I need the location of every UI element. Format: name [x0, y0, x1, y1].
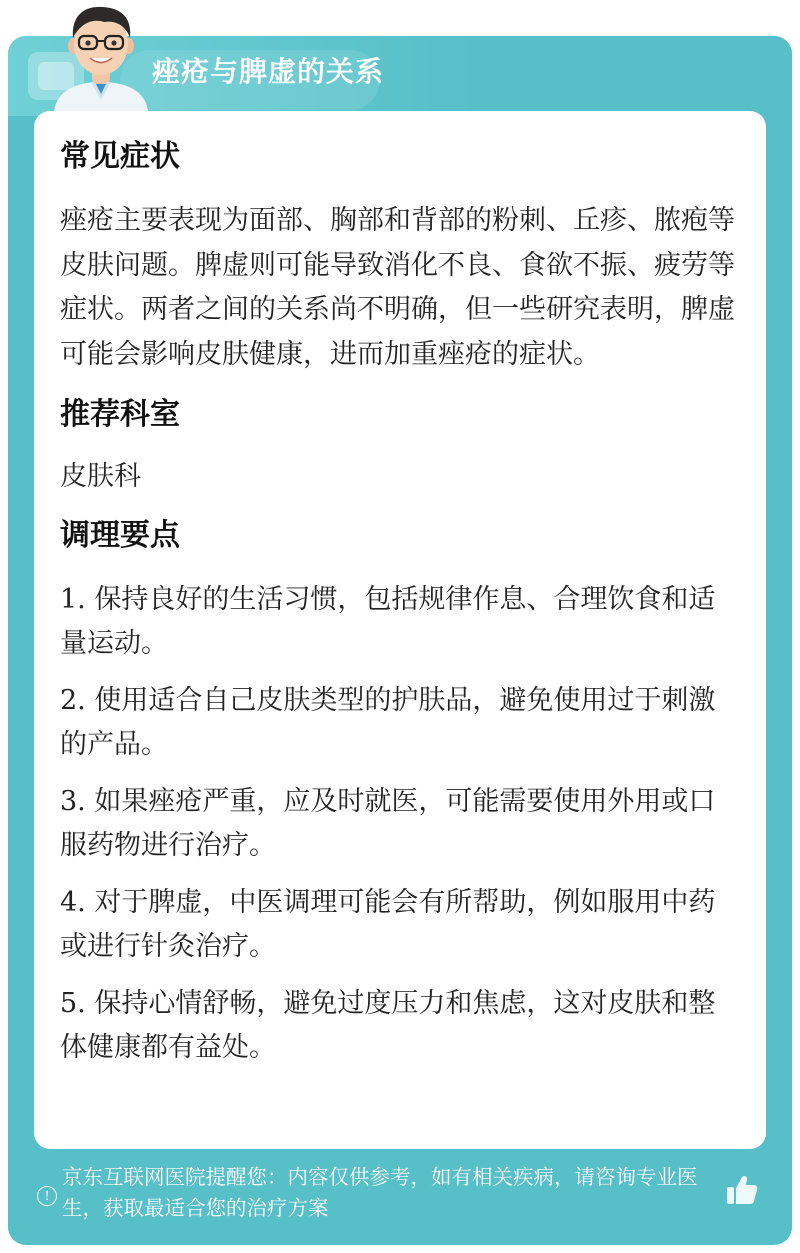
department-text: 皮肤科: [60, 461, 141, 492]
page-title: 痤疮与脾虚的关系: [152, 55, 385, 88]
list-item: [60, 881, 740, 970]
tip-number: 1.: [60, 583, 86, 615]
tip-text: 保持心情舒畅，避免过度压力和焦虑，这对皮肤和整体健康都有益处。: [60, 987, 716, 1063]
tip-text: 使用适合自己皮肤类型的护肤品，避免使用过于刺激的产品。: [60, 684, 716, 760]
section-heading-symptoms: 常见症状: [60, 139, 180, 174]
section-heading-department: 推荐科室: [60, 397, 180, 432]
doctor-avatar: [46, 0, 156, 112]
list-item: [60, 982, 740, 1071]
symptoms-text: 痤疮主要表现为面部、胸部和背部的粉刺、丘疹、脓疱等皮肤问题。脾虚则可能导致消化不良、食欲不振、疲劳等症状。两者之间的关系尚不明确，但一些研究表明，脾虚可能会影响皮肤健康，进而加重痤疮的症状。: [60, 205, 735, 370]
article-card: [34, 111, 766, 1149]
article-content: [60, 135, 740, 1087]
tip-text: 如果痤疮严重，应及时就医，可能需要使用外用或口服药物进行治疗。: [60, 785, 716, 861]
tip-text: 对于脾虚，中医调理可能会有所帮助，例如服用中药或进行针灸治疗。: [60, 886, 716, 962]
tip-text: 保持良好的生活习惯，包括规律作息、合理饮食和适量运动。: [60, 583, 716, 659]
list-item: [60, 578, 740, 667]
section-heading-care: 调理要点: [60, 517, 180, 553]
care-tips-list: [60, 578, 740, 1071]
tip-number: 3.: [60, 785, 86, 817]
info-icon: !: [37, 1186, 57, 1206]
footer-disclaimer: 京东互联网医院提醒您：内容仅供参考，如有相关疾病，请咨询专业医生，获取最适合您的治疗方案: [62, 1165, 698, 1220]
thumbs-up-icon[interactable]: [724, 1172, 760, 1208]
tip-number: 4.: [60, 886, 86, 918]
tip-number: 5.: [60, 987, 86, 1019]
list-item: [60, 780, 740, 869]
tip-number: 2.: [60, 684, 86, 716]
list-item: [60, 679, 740, 768]
